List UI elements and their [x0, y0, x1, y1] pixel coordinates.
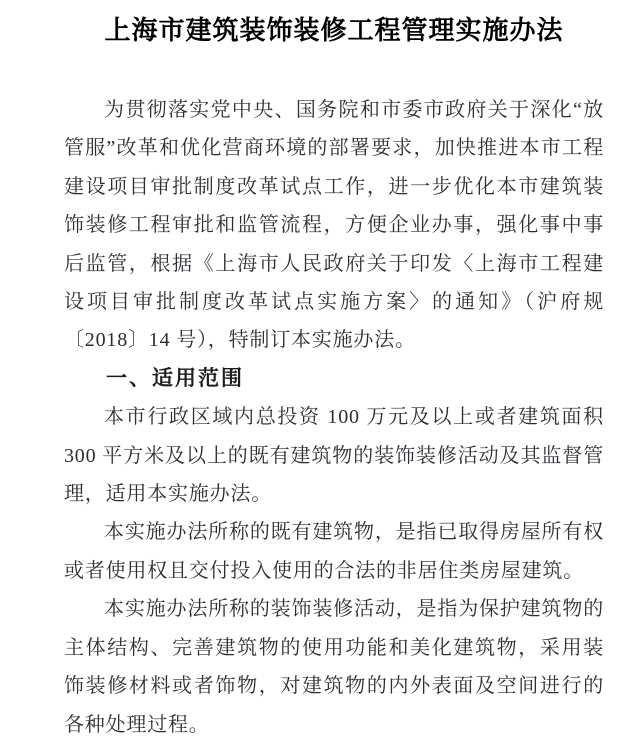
section-heading-scope: 一、适用范围 — [106, 366, 244, 390]
document-title: 上海市建筑装饰装修工程管理实施办法 — [104, 16, 564, 45]
preamble-paragraph: 为贯彻落实党中央、国务院和市委市政府关于深化“放管服”改革和优化营商环境的部署要求，加快推进本市工程建设项目审批制度改革试点工作，进一步优化本市建筑装饰装修工程审批和监管流程，方便企业办事，强化事中事后监管，根据《上海市人民政府关于印发〈上海市工程建设项目审批制度改革试点实施方案〉的通知》（沪府规〔2018〕14 号），特制订本实施办法。 — [64, 99, 604, 352]
section-paragraph-decoration-activity-definition: 本实施办法所称的装饰装修活动，是指为保护建筑物的主体结构、完善建筑物的使用功能和美化建筑物，采用装饰装修材料或者饰物，对建筑物的内外表面及空间进行的各种处理过程。 — [64, 598, 604, 736]
document-column — [64, 0, 604, 744]
section-paragraph-existing-buildings-definition: 本实施办法所称的既有建筑物，是指已取得房屋所有权或者使用权且交付投入使用的合法的非居住类房屋建筑。 — [64, 521, 604, 582]
document-body — [64, 91, 604, 744]
section-paragraph-investment-threshold: 本市行政区域内总投资 100 万元及以上或者建筑面积 300 平方米及以上的既有建筑物的装饰装修活动及其监督管理，适用本实施办法。 — [64, 406, 604, 506]
